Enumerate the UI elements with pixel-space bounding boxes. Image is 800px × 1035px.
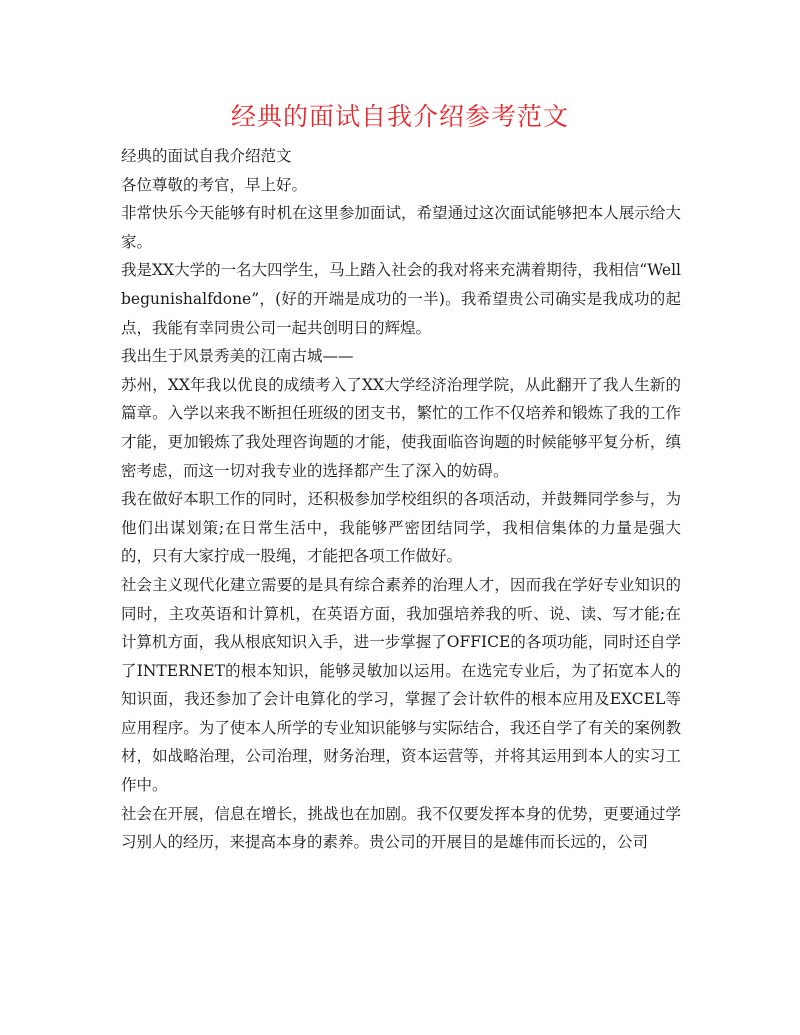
document-body [121,142,681,857]
paragraph-university: 苏州，XX年我以优良的成绩考入了XX大学经济治理学院，从此翻开了我人生新的篇章。入学以来我不断担任班级的团支书，繁忙的工作不仅培养和锻炼了我的工作才能，更加锻炼了我处理咨询题的才能，使我面临咨询题的时候能够平复分析，缜密考虑，而这一切对我专业的选择都产生了深入的妨碍。 [121,375,681,480]
paragraph-greeting: 各位尊敬的考官，早上好。 [121,175,308,194]
paragraph-birthplace: 我出生于风景秀美的江南古城—— [121,347,354,366]
paragraph-activities: 我在做好本职工作的同时，还积极参加学校组织的各项活动，并鼓舞同学参与，为他们出谋划策;在日常生活中，我能够严密团结同学，我相信集体的力量是强大的，只有大家拧成一股绳，才能把各项工作做好。 [121,490,681,566]
paragraph-subtitle: 经典的面试自我介绍范文 [121,147,292,165]
paragraph-intro: 非常快乐今天能够有时机在这里参加面试，希望通过这次面试能够把本人展示给大家。 [121,204,681,251]
page-title: 经典的面试自我介绍参考范文 [230,102,569,131]
paragraph-skills: 社会主义现代化建立需要的是具有综合素养的治理人才，因而我在学好专业知识的同时，主攻英语和计算机，在英语方面，我加强培养我的听、说、读、写才能;在计算机方面，我从根底知识入手，进一步掌握了OFFICE的各项功能，同时还自学了INTERNET的根本知识，能够灵敏加以运用。在选完专业后，为了拓宽本人的知识面，我还参加了会计电算化的学习，掌握了会计软件的根本应用及EXCEL等应用程序。为了使本人所学的专业知识能够与实际结合，我还自学了有关的案例教材，如战略治理，公司治理，财务治理，资本运营等，并将其运用到本人的实习工作中。 [121,575,681,795]
paragraph-student: 我是XX大学的一名大四学生，马上踏入社会的我对将来充满着期待，我相信“Well begunishalfdone”，(好的开端是成功的一半)。我希望贵公司确实是我成功的起点，我能有幸同贵公司一起共创明日的辉煌。 [121,261,681,337]
paragraph-development: 社会在开展，信息在增长，挑战也在加剧。我不仅要发挥本身的优势，更要通过学习别人的经历，来提高本身的素养。贵公司的开展目的是雄伟而长远的，公司 [121,804,681,852]
